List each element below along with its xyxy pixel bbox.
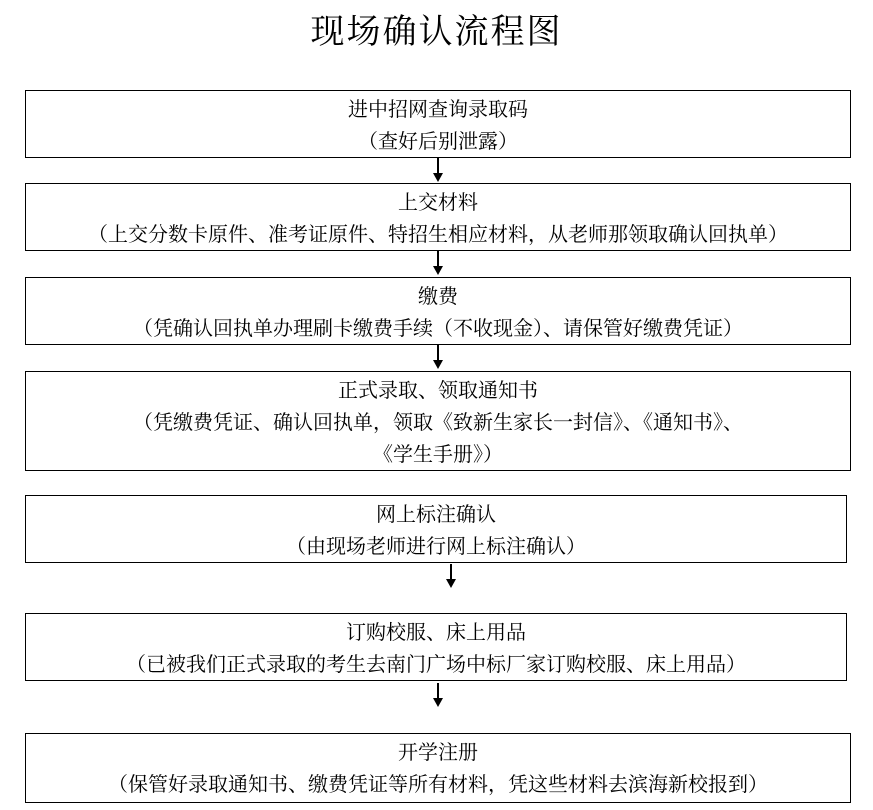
step-title: 开学注册 xyxy=(398,740,478,764)
step-title: 进中招网查询录取码 xyxy=(348,97,528,121)
step-detail: （查好后别泄露） xyxy=(358,129,518,153)
step-box-online-mark-confirm xyxy=(25,495,847,563)
step-detail: （凭缴费凭证、确认回执单，领取《致新生家长一封信》、《通知书》、 xyxy=(133,410,743,434)
step-box-submit-materials xyxy=(25,183,851,251)
step-title: 缴费 xyxy=(418,284,458,308)
step-detail: （由现场老师进行网上标注确认） xyxy=(286,534,586,558)
step-detail: 《学生手册》） xyxy=(373,442,503,466)
step-box-registration xyxy=(25,733,851,803)
page-title: 现场确认流程图 xyxy=(310,12,563,52)
step-title: 上交材料 xyxy=(398,190,478,214)
step-detail: （保管好录取通知书、缴费凭证等所有材料，凭这些材料去滨海新校报到） xyxy=(108,772,768,796)
step-box-order-uniforms xyxy=(25,613,847,681)
step-detail: （上交分数卡原件、准考证原件、特招生相应材料，从老师那领取确认回执单） xyxy=(88,222,788,246)
step-detail: （已被我们正式录取的考生去南门广场中标厂家订购校服、床上用品） xyxy=(126,652,746,676)
step-box-payment xyxy=(25,277,851,345)
step-title: 订购校服、床上用品 xyxy=(346,620,526,644)
step-box-query-admission-code xyxy=(25,90,851,158)
step-title: 网上标注确认 xyxy=(376,502,496,526)
step-detail: （凭确认回执单办理刷卡缴费手续（不收现金）、请保管好缴费凭证） xyxy=(133,316,743,340)
step-box-formal-admission xyxy=(25,371,851,471)
step-title: 正式录取、领取通知书 xyxy=(338,378,538,402)
